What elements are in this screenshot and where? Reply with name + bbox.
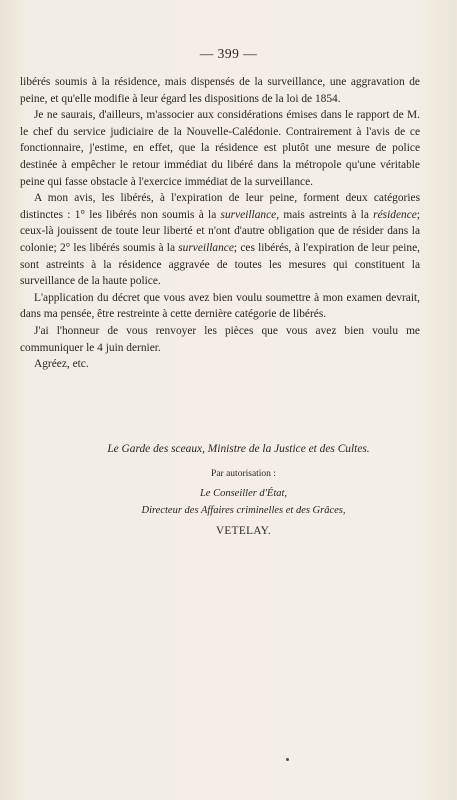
italic-residence: résidence: [373, 208, 417, 221]
paragraph-3: [20, 190, 420, 290]
paragraph-3-text-d: ; ces libérés, à l'expiration de leur peine, sont astreints à la résidence aggravée de toutes les mesures qui constituent la surveillance de la haute police.: [20, 241, 420, 288]
minister-signature: Le Garde des sceaux, Ministre de la Justice et des Cultes.: [107, 443, 370, 455]
paragraph-3-text-c: ; ceux-là jouissent de toute leur liberté et n'ont d'autre obligation que de résider dans la colonie; 2° les libérés soumis à la: [20, 208, 420, 254]
authorization-line: Par autorisation :: [211, 469, 276, 479]
paragraph-5: J'ai l'honneur de vous renvoyer les pièces que vous avez bien voulu me communiquer le 4 juin dernier.: [20, 324, 420, 354]
paragraph-4: L'application du décret que vous avez bien voulu soumettre à mon examen devrait, dans ma pensée, être restreinte à cette dernière catégorie de libérés.: [20, 291, 420, 321]
italic-surveillance-2: surveillance: [178, 241, 234, 254]
italic-surveillance: surveillance: [220, 208, 277, 221]
letter-body: [20, 74, 420, 373]
paragraph-3-text-a: A mon avis, les libérés, à l'expiration de leur peine, forment deux catégories distinctes : 1° les libérés non soumis à la: [20, 192, 420, 221]
paragraph-2: Je ne saurais, d'ailleurs, m'associer aux considérations émises dans le rapport de M. le chef du service judiciaire de la Nouvelle-Calédonie. Contrairement à l'avis de ce fonctionnaire, j'estime, en effet, que la résidence est plutôt une mesure de police destinée à empêcher le retour immédiat du libéré dans la métropole qu'une véritable peine qui fasse obstacle à l'exercice immédiat de la surveillance.: [20, 109, 420, 188]
signatory-name: VETELAY.: [215, 525, 272, 537]
counselor-title: Le Conseiller d'État,: [199, 488, 288, 499]
paragraph-3-text-b: , mais astreints à la: [276, 208, 374, 221]
paragraph-1: libérés soumis à la résidence, mais dispensés de la surveillance, une aggravation de peine, et qu'elle modifie à leur égard les dispositions de la loi de 1854.: [20, 76, 420, 105]
page-number: — 399 —: [199, 46, 258, 61]
director-title: Directeur des Affaires criminelles et des Grâces,: [141, 505, 346, 516]
closing-formula: Agréez, etc.: [34, 358, 89, 371]
paper-speck: [286, 758, 289, 761]
